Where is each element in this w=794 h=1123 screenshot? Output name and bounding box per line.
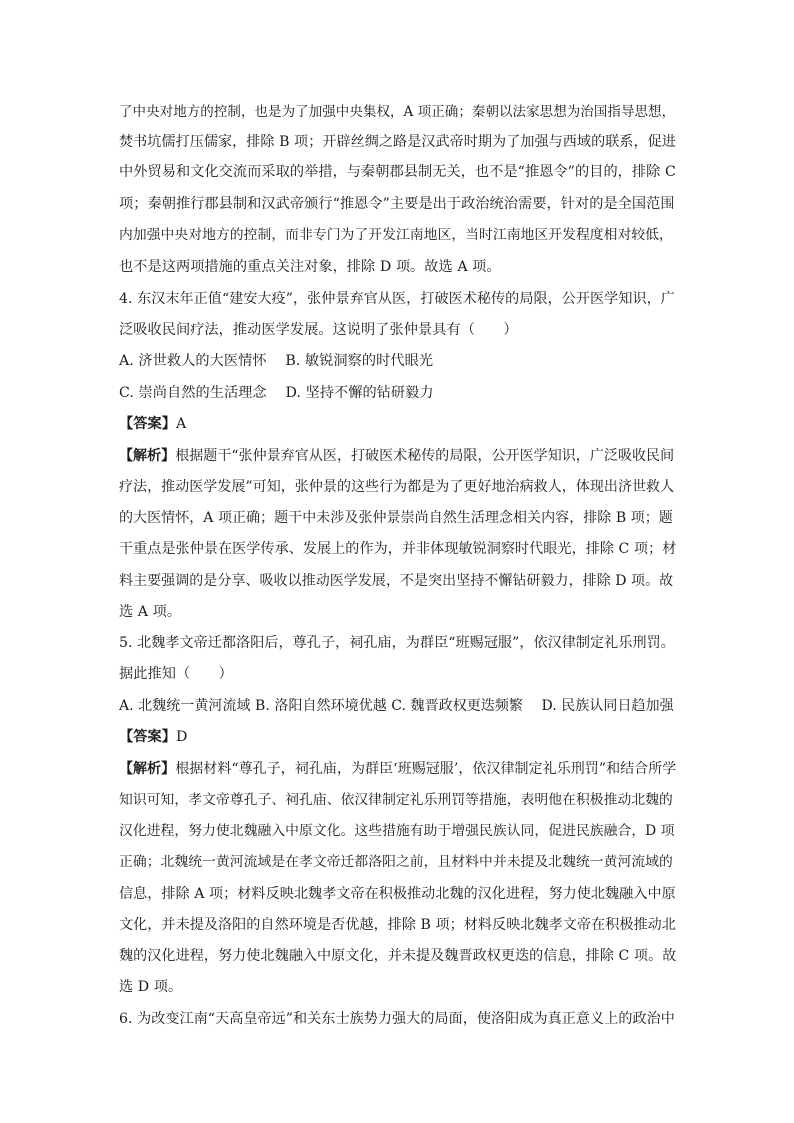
- question-4-options: C. 崇尚自然的生活理念 D. 坚持不懈的钻研毅力: [119, 385, 434, 401]
- text-line: 选 D 项。: [119, 979, 183, 995]
- text-line: 的大医情怀，A 项正确；题干中未涉及张仲景崇尚自然生活理念相关内容，排除 B 项；题: [119, 510, 673, 526]
- answer-value: D: [175, 729, 188, 745]
- text-line: 焚书坑儒打压儒家，排除 B 项；开辟丝绸之路是汉武帝时期为了加强与西域的联系，促进: [119, 134, 676, 150]
- analysis-label: 【解析】: [119, 761, 176, 777]
- text-line: 正确；北魏统一黄河流域是在孝文帝迁都洛阳之前，且材料中并未提及北魏统一黄河流域的: [119, 854, 673, 870]
- question-4-answer: [119, 414, 186, 434]
- text-line: 了中央对地方的控制，也是为了加强中央集权，A 项正确；秦朝以法家思想为治国指导思想，: [119, 104, 676, 120]
- text-line: 中外贸易和文化交流而采取的举措，与秦朝郡县制无关，也不是“推恩令”的目的，排除 C: [119, 164, 676, 180]
- question-4-stem: 4. 东汉末年正值“建安大疫”，张仲景弃官从医，打破医术秘传的局限，公开医学知识，广: [119, 291, 675, 307]
- analysis-text: 根据材料“尊孔子，祠孔庙，为群臣‘班赐冠服’，依汉律制定礼乐刑罚”和结合所学: [175, 761, 677, 777]
- question-4-analysis: [119, 446, 674, 466]
- question-6-stem: 6. 为改变江南“天高皇帝远”和关东士族势力强大的局面，使洛阳成为真正意义上的政治中: [119, 1011, 675, 1027]
- question-4-stem: 泛吸收民间疗法，推动医学发展。这说明了张仲景具有（ ）: [119, 322, 518, 338]
- text-line: 料主要强调的是分享、吸收以推动医学发展，不是突出坚持不懈钻研毅力，排除 D 项。故: [119, 573, 674, 589]
- text-line: 知识可知，孝文帝尊孔子、祠孔庙、依汉律制定礼乐刑罚等措施，表明他在积极推动北魏的: [119, 792, 673, 808]
- text-line: 文化，并未提及洛阳的自然环境是否优越，排除 B 项；材料反映北魏孝文帝在积极推动北: [119, 917, 676, 933]
- answer-value: A: [175, 416, 187, 432]
- text-line: 干重点是张仲景在医学传承、发展上的作为，并非体现敏锐洞察时代眼光，排除 C 项；材: [119, 541, 677, 557]
- question-5-options: A. 北魏统一黄河流域 B. 洛阳自然环境优越 C. 魏晋政权更迭频繁 D. 民族认同日趋加强: [119, 698, 674, 714]
- text-line: 项；秦朝推行郡县制和汉武帝颁行“推恩令”主要是出于政治统治需要，针对的是全国范围: [119, 196, 675, 212]
- text-line: 疗法，推动医学发展”可知，张仲景的这些行为都是为了更好地治病救人，体现出济世救人: [119, 479, 675, 495]
- answer-label: 【答案】: [119, 416, 176, 432]
- analysis-text: 根据题干“张仲景弃官从医，打破医术秘传的局限，公开医学知识，广泛吸收民间: [175, 448, 675, 464]
- analysis-label: 【解析】: [119, 448, 176, 464]
- text-line: 内加强中央对地方的控制，而非专门为了开发江南地区，当时江南地区开发程度相对较低，: [119, 227, 673, 243]
- question-5-stem: 据此推知（ ）: [119, 666, 233, 682]
- text-line: 也不是这两项措施的重点关注对象，排除 D 项。故选 A 项。: [119, 259, 501, 275]
- question-4-options: A. 济世救人的大医情怀 B. 敏锐洞察的时代眼光: [119, 353, 434, 369]
- answer-label: 【答案】: [119, 729, 176, 745]
- text-line: 信息，排除 A 项；材料反映北魏孝文帝在积极推动北魏的汉化进程，努力使北魏融入中原: [119, 886, 676, 902]
- text-line: 选 A 项。: [119, 604, 182, 620]
- text-line: 魏的汉化进程，努力使北魏融入中原文化，并未提及魏晋政权更迭的信息，排除 C 项。故: [119, 948, 677, 964]
- question-5-stem: 5. 北魏孝文帝迁都洛阳后，尊孔子，祠孔庙，为群臣“班赐冠服”，依汉律制定礼乐刑罚。: [119, 635, 675, 651]
- question-5-answer: [119, 727, 187, 747]
- text-line: 汉化进程，努力使北魏融入中原文化。这些措施有助于增强民族认同，促进民族融合，D 项: [119, 823, 675, 839]
- question-5-analysis: [119, 759, 676, 779]
